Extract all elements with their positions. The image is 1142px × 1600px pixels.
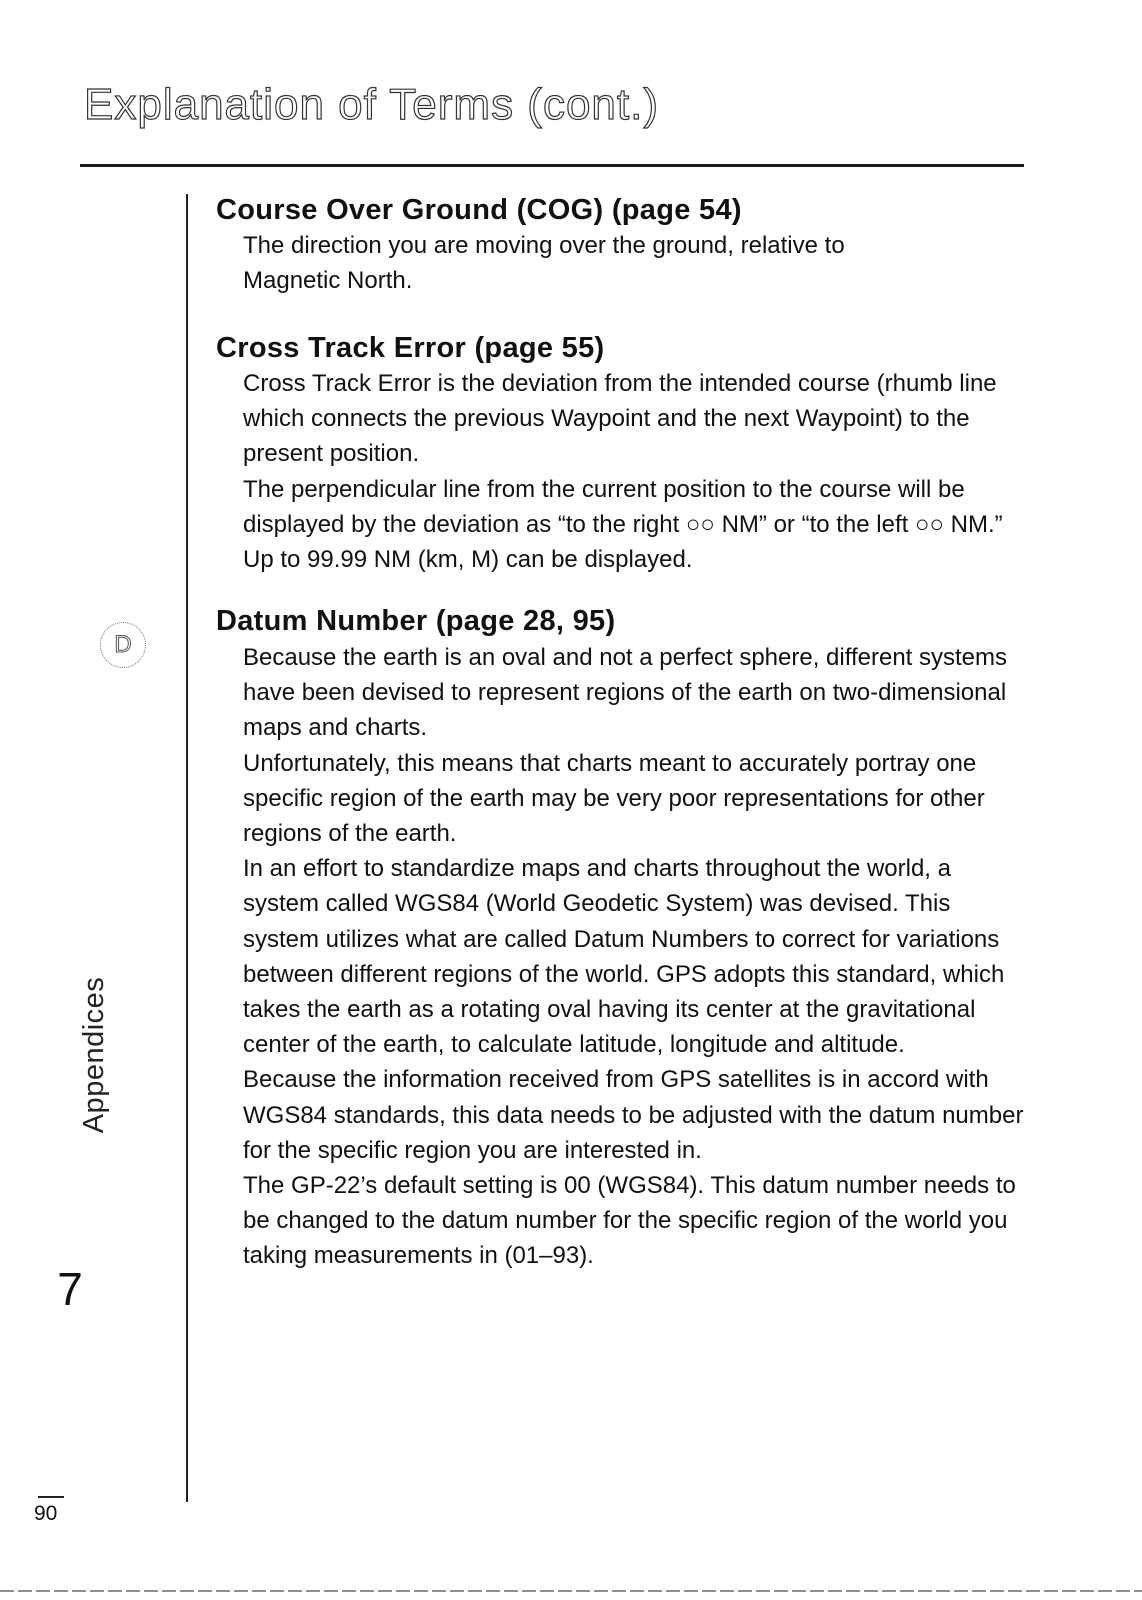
definition-paragraph: Because the information received from GPS satellites is in accord with WGS84 standards, this data needs to be adjusted with the datum number for the specific region you are interested in. bbox=[243, 1066, 1024, 1164]
page-header-title: Explanation of Terms (cont.) bbox=[84, 80, 659, 129]
chapter-number: 7 bbox=[57, 1263, 83, 1315]
term-definition bbox=[243, 366, 1025, 577]
term-heading: Cross Track Error (page 55) bbox=[216, 332, 605, 364]
term-heading: Course Over Ground (COG) (page 54) bbox=[216, 194, 742, 226]
scan-bottom-edge bbox=[0, 1590, 1142, 1592]
definition-paragraph: Because the earth is an oval and not a perfect sphere, different systems have been devised to represent regions of the earth on two-dimensional maps and charts. bbox=[243, 644, 1008, 742]
definition-paragraph: Unfortunately, this means that charts meant to accurately portray one specific region of the earth may be very poor representations for other regions of the earth. bbox=[243, 749, 985, 848]
term-definition bbox=[243, 228, 943, 298]
definition-paragraph: The perpendicular line from the current position to the course will be displayed by the deviation as “to the right ○○ NM” or “to the left ○○ NM.” Up to 99.99 NM (km, M) can be displayed. bbox=[243, 475, 1003, 574]
definition-paragraph: In an effort to standardize maps and charts throughout the world, a system called WGS84 (World Geodetic System) was devised. This system utilizes what are called Datum Numbers to correct for variations between different regions of the world. GPS adopts this standard, which takes the earth as a rotating oval having its center at the gravitational center of the earth, to calculate latitude, longitude and altitude. bbox=[243, 855, 1005, 1059]
appendices-side-label: Appendices bbox=[78, 976, 110, 1134]
definition-paragraph: The direction you are moving over the ground, relative to Magnetic North. bbox=[243, 232, 845, 295]
definition-paragraph: The GP-22’s default setting is 00 (WGS84). This datum number needs to be changed to the datum number for the specific region of the world you taking measurements in (01–93). bbox=[243, 1172, 1016, 1270]
term-heading: Datum Number (page 28, 95) bbox=[216, 605, 616, 637]
definition-paragraph: Cross Track Error is the deviation from the intended course (rhumb line which connects the previous Waypoint and the next Waypoint) to the present position. bbox=[243, 370, 997, 468]
term-definition bbox=[243, 640, 1033, 1274]
section-circle-mark: D bbox=[100, 622, 146, 668]
page-number: 90 bbox=[34, 1502, 58, 1525]
